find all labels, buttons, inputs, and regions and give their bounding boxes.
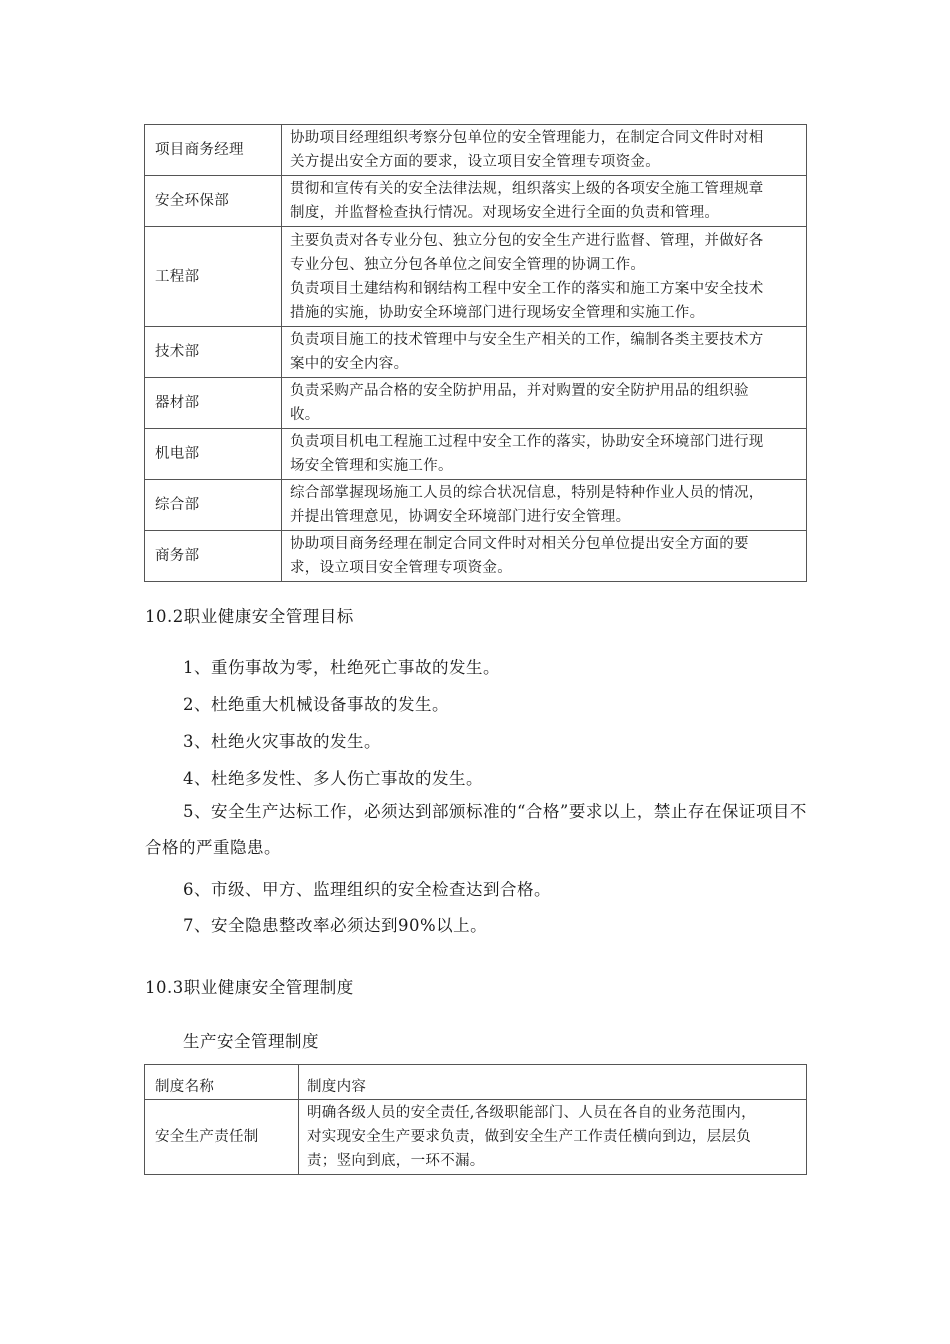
role-cell: 项目商务经理 (145, 125, 282, 176)
description-line: 并提出管理意见，协调安全环境部门进行安全管理。 (290, 509, 631, 525)
description-cell (282, 378, 807, 429)
goal-item-3: 3、杜绝火灾事故的发生。 (183, 732, 381, 751)
responsibility-table (144, 124, 807, 582)
description-cell (282, 480, 807, 531)
description-line: 求，设立项目安全管理专项资金。 (290, 560, 512, 576)
description-line: 案中的安全内容。 (290, 356, 409, 372)
role-cell: 安全环保部 (145, 176, 282, 227)
description-line: 场安全管理和实施工作。 (290, 458, 453, 474)
content-line: 责；竖向到底，一环不漏。 (307, 1153, 485, 1169)
table-row (145, 429, 807, 480)
role-cell: 技术部 (145, 327, 282, 378)
table-header-row (145, 1065, 807, 1100)
description-line: 负责项目施工的技术管理中与安全生产相关的工作，编制各类主要技术方 (290, 332, 764, 348)
table-row (145, 176, 807, 227)
system-content-cell (299, 1100, 807, 1175)
description-line: 协助项目经理组织考察分包单位的安全管理能力，在制定合同文件时对相 (290, 130, 764, 146)
description-line: 关方提出安全方面的要求，设立项目安全管理专项资金。 (290, 154, 660, 170)
goal-item-4: 4、杜绝多发性、多人伤亡事故的发生。 (183, 769, 483, 788)
description-cell (282, 531, 807, 582)
description-line: 负责项目机电工程施工过程中安全工作的落实，协助安全环境部门进行现 (290, 434, 764, 450)
table-row (145, 531, 807, 582)
description-line: 综合部掌握现场施工人员的综合状况信息，特别是特种作业人员的情况， (290, 485, 764, 501)
description-line: 收。 (290, 407, 320, 423)
description-line: 负责项目土建结构和钢结构工程中安全工作的落实和施工方案中安全技术 (290, 280, 764, 297)
description-cell (282, 125, 807, 176)
description-line: 专业分包、独立分包各单位之间安全管理的协调工作。 (290, 256, 646, 273)
goal-item-2: 2、杜绝重大机械设备事故的发生。 (183, 695, 449, 714)
role-cell: 商务部 (145, 531, 282, 582)
table-row (145, 227, 807, 327)
description-line: 主要负责对各专业分包、独立分包的安全生产进行监督、管理，并做好各 (290, 232, 764, 249)
description-line: 制度，并监督检查执行情况。对现场安全进行全面的负责和管理。 (290, 205, 720, 221)
description-cell (282, 176, 807, 227)
description-cell (282, 227, 807, 327)
table-row (145, 378, 807, 429)
system-name-cell: 安全生产责任制 (145, 1100, 299, 1175)
table-row (145, 480, 807, 531)
column-header-name: 制度名称 (145, 1065, 299, 1100)
description-line: 负责采购产品合格的安全防护用品，并对购置的安全防护用品的组织验 (290, 383, 749, 399)
description-cell (282, 327, 807, 378)
section-heading-10-2: 10.2职业健康安全管理目标 (145, 607, 354, 626)
description-line: 贯彻和宣传有关的安全法律法规，组织落实上级的各项安全施工管理规章 (290, 181, 764, 197)
table-row (145, 125, 807, 176)
goal-item-7: 7、安全隐患整改率必须达到90%以上。 (183, 916, 488, 935)
goal-item-6: 6、市级、甲方、监理组织的安全检查达到合格。 (183, 880, 551, 899)
description-line: 措施的实施，协助安全环境部门进行现场安全管理和实施工作。 (290, 304, 705, 321)
content-line: 对实现安全生产要求负责，做到安全生产工作责任横向到边，层层负 (307, 1129, 751, 1145)
system-table (144, 1064, 807, 1175)
table-row (145, 1100, 807, 1175)
content-line: 明确各级人员的安全责任,各级职能部门、人员在各自的业务范围内， (307, 1105, 756, 1121)
subsection-title: 生产安全管理制度 (183, 1032, 319, 1051)
description-cell (282, 429, 807, 480)
role-cell: 工程部 (145, 227, 282, 327)
role-cell: 综合部 (145, 480, 282, 531)
role-cell: 机电部 (145, 429, 282, 480)
table-row (145, 327, 807, 378)
section-heading-10-3: 10.3职业健康安全管理制度 (145, 978, 354, 997)
goal-item-1: 1、重伤事故为零，杜绝死亡事故的发生。 (183, 658, 500, 677)
column-header-content: 制度内容 (299, 1065, 807, 1100)
description-line: 协助项目商务经理在制定合同文件时对相关分包单位提出安全方面的要 (290, 536, 749, 552)
role-cell: 器材部 (145, 378, 282, 429)
goal-item-5: 5、安全生产达标工作，必须达到部颁标准的“合格”要求以上，禁止存在保证项目不合格的严重隐患。 (145, 802, 807, 857)
